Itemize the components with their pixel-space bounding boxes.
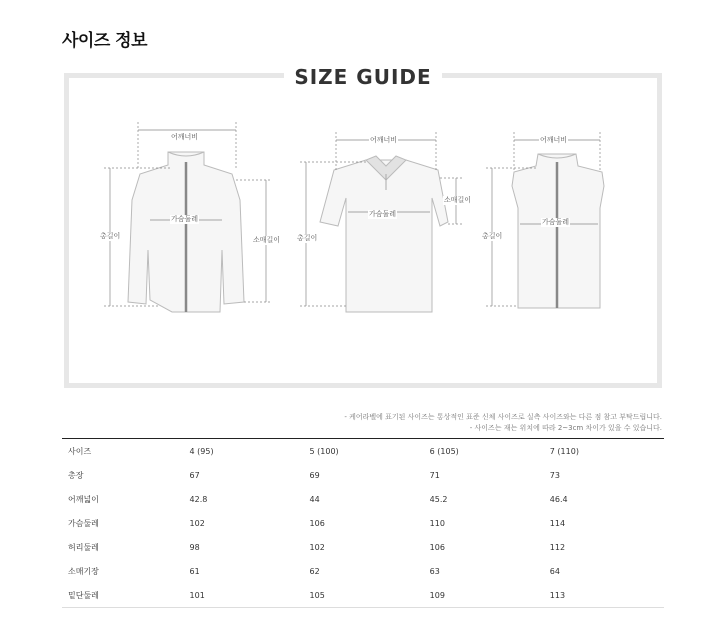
header-size: 사이즈 <box>68 446 92 456</box>
table-cell: 114 <box>549 518 566 528</box>
table-cell: 71 <box>429 470 440 480</box>
polo-chest-label: 가슴둘레 <box>369 210 397 218</box>
row-label: 어깨넓이 <box>68 494 99 504</box>
table-cell: 105 <box>309 590 325 600</box>
table-row <box>62 511 664 535</box>
table-row <box>62 559 664 583</box>
table-cell: 106 <box>429 542 445 552</box>
jacket-chest-label: 가슴둘레 <box>171 215 199 223</box>
jacket-shoulder-label: 어깨너비 <box>171 133 199 141</box>
polo-illustration <box>320 156 448 312</box>
table-cell: 42.8 <box>189 494 208 504</box>
header-size-6: 6 (105) <box>429 446 459 456</box>
table-cell: 67 <box>189 470 200 480</box>
size-guide-title: SIZE GUIDE <box>284 62 442 92</box>
header-size-7: 7 (110) <box>549 446 579 456</box>
row-label: 가슴둘레 <box>68 518 99 528</box>
page-title: 사이즈 정보 <box>62 31 148 51</box>
table-cell: 101 <box>189 590 205 600</box>
table-row <box>62 583 664 608</box>
row-label: 밑단둘레 <box>68 590 99 600</box>
size-table-header <box>62 439 664 464</box>
row-label: 총장 <box>68 470 84 480</box>
table-cell: 112 <box>549 542 566 552</box>
table-cell: 64 <box>549 566 560 576</box>
table-cell: 73 <box>549 470 560 480</box>
row-label: 허리둘레 <box>68 542 99 552</box>
table-cell: 44 <box>309 494 320 504</box>
table-cell: 98 <box>189 542 200 552</box>
table-cell: 106 <box>309 518 325 528</box>
note-care-label: - 케어라벨에 표기된 사이즈는 통상적인 표준 신체 사이즈로 실측 사이즈와는 다른 점 참고 부탁드립니다. <box>344 413 662 421</box>
table-cell: 113 <box>549 590 566 600</box>
table-row <box>62 535 664 559</box>
table-cell: 63 <box>429 566 440 576</box>
table-cell: 102 <box>309 542 325 552</box>
vest-length-label: 총길이 <box>482 232 503 240</box>
size-table <box>62 438 664 608</box>
row-label: 소매기장 <box>68 566 99 576</box>
table-cell: 102 <box>189 518 205 528</box>
header-size-5: 5 (100) <box>309 446 339 456</box>
jacket-sleeve-label: 소매길이 <box>253 236 281 244</box>
vest-shoulder-label: 어깨너비 <box>540 136 568 144</box>
jacket-length-label: 총길이 <box>100 232 121 240</box>
table-cell: 62 <box>309 566 320 576</box>
table-cell: 45.2 <box>429 494 448 504</box>
polo-sleeve-label: 소매길이 <box>444 196 472 204</box>
vest-chest-label: 가슴둘레 <box>542 218 570 226</box>
table-row <box>62 487 664 511</box>
table-row <box>62 463 664 487</box>
table-cell: 61 <box>189 566 200 576</box>
table-cell: 46.4 <box>549 494 568 504</box>
header-size-4: 4 (95) <box>189 446 214 456</box>
polo-length-label: 총길이 <box>297 234 318 242</box>
vest-illustration <box>512 154 604 308</box>
table-cell: 69 <box>309 470 320 480</box>
jacket-illustration <box>128 152 244 312</box>
table-cell: 110 <box>429 518 445 528</box>
note-measure-variance: - 사이즈는 재는 위치에 따라 2~3cm 차이가 있을 수 있습니다. <box>469 424 662 432</box>
polo-shoulder-label: 어깨너비 <box>370 136 398 144</box>
size-notes <box>344 412 662 434</box>
table-cell: 109 <box>429 590 445 600</box>
